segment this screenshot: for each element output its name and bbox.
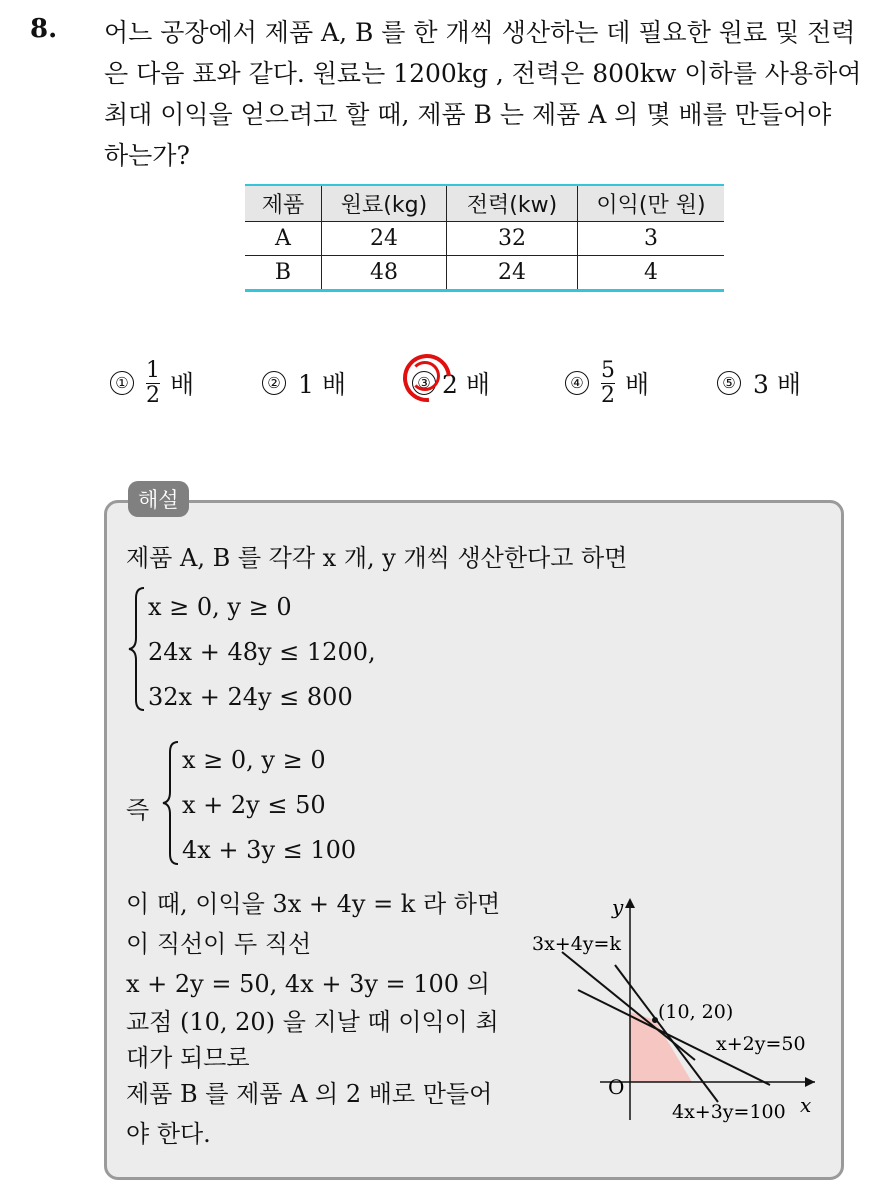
choice-suffix: 배 (625, 370, 650, 399)
origin-label: O (608, 1075, 625, 1099)
fraction (146, 359, 160, 408)
line1-label: x+2y=50 (716, 1033, 806, 1055)
choice-text: 1 배 (298, 370, 347, 399)
choice-2[interactable] (262, 358, 346, 408)
y-axis-arrow-icon (625, 898, 635, 908)
explain-line: 야 한다. (126, 1120, 211, 1148)
table-cell: 32 (447, 222, 578, 256)
table-header-row (245, 185, 724, 222)
system2-line: x ≥ 0, y ≥ 0 (182, 746, 326, 774)
choice-mark: ④ (565, 371, 589, 395)
table-header: 이익(만 원) (578, 185, 725, 222)
system2-line: x + 2y ≤ 50 (182, 791, 326, 819)
table-cell: 24 (322, 222, 447, 256)
explain-line: 이 때, 이익을 3x + 4y = k 라 하면 (126, 890, 501, 918)
system1-line: x ≥ 0, y ≥ 0 (148, 593, 292, 621)
system2-line: 4x + 3y ≤ 100 (182, 836, 357, 864)
line2-label: 4x+3y=100 (672, 1101, 786, 1123)
question-line: 어느 공장에서 제품 A, B 를 한 개씩 생산하는 데 필요한 원료 및 전력 (104, 18, 856, 47)
choice-mark: ① (110, 371, 134, 395)
table-cell: 48 (322, 256, 447, 291)
table-header: 전력(kw) (447, 185, 578, 222)
choice-mark: ② (262, 371, 286, 395)
table-row (245, 222, 724, 256)
choice-4[interactable] (565, 358, 649, 408)
fraction-numerator: 1 (146, 357, 160, 383)
question-text (104, 12, 864, 176)
product-table (245, 184, 724, 292)
fraction-denominator: 2 (146, 382, 160, 408)
fraction (601, 359, 615, 408)
solution-graph (520, 890, 820, 1130)
selected-answer-circle-inner (410, 361, 440, 391)
question-line: 최대 이익을 얻으려고 할 때, 제품 B 는 제품 A 의 몇 배를 만들어야 (104, 100, 832, 129)
solution-prefix: 즉 (126, 796, 150, 824)
brace-2 (160, 740, 182, 866)
table-row (245, 256, 724, 291)
table-cell: 24 (447, 256, 578, 291)
x-axis-arrow-icon (805, 1077, 815, 1087)
table-cell: 3 (578, 222, 725, 256)
x-axis-label: x (800, 1093, 812, 1117)
question-line: 은 다음 표와 같다. 원료는 1200kg , 전력은 800kw 이하를 사용하여 (104, 59, 862, 88)
explain-line: x + 2y = 50, 4x + 3y = 100 의 (126, 970, 490, 998)
explain-line: 교점 (10, 20) 을 지날 때 이익이 최 (126, 1008, 499, 1036)
choice-1[interactable] (110, 358, 194, 408)
choice-suffix: 배 (170, 370, 195, 399)
choice-text: 2 배 (442, 370, 491, 399)
table-header: 원료(kg) (322, 185, 447, 222)
brace-1 (126, 586, 148, 712)
line-k-label: 3x+4y=k (532, 933, 621, 955)
explain-line: 제품 B 를 제품 A 의 2 배로 만들어 (126, 1080, 493, 1108)
table-header: 제품 (245, 185, 322, 222)
explain-line: 이 직선이 두 직선 (126, 930, 312, 958)
fraction-numerator: 5 (601, 357, 615, 383)
question-line: 하는가? (104, 141, 190, 170)
system1-line: 32x + 24y ≤ 800 (148, 683, 353, 711)
fraction-denominator: 2 (601, 382, 615, 408)
table-cell: 4 (578, 256, 725, 291)
solution-tag: 해설 (128, 481, 189, 517)
point-label: (10, 20) (658, 1001, 734, 1023)
choice-mark: ③ (412, 371, 436, 395)
choice-text: 3 배 (753, 370, 802, 399)
table-cell: A (245, 222, 322, 256)
system1-line: 24x + 48y ≤ 1200, (148, 638, 376, 666)
y-axis-label: y (612, 895, 624, 919)
choice-mark: ⑤ (717, 371, 741, 395)
explain-line: 대가 되므로 (126, 1044, 250, 1072)
question-number: 8. (30, 14, 58, 44)
solution-intro: 제품 A, B 를 각각 x 개, y 개씩 생산한다고 하면 (126, 544, 628, 572)
choice-5[interactable] (717, 358, 801, 408)
table-cell: B (245, 256, 322, 291)
